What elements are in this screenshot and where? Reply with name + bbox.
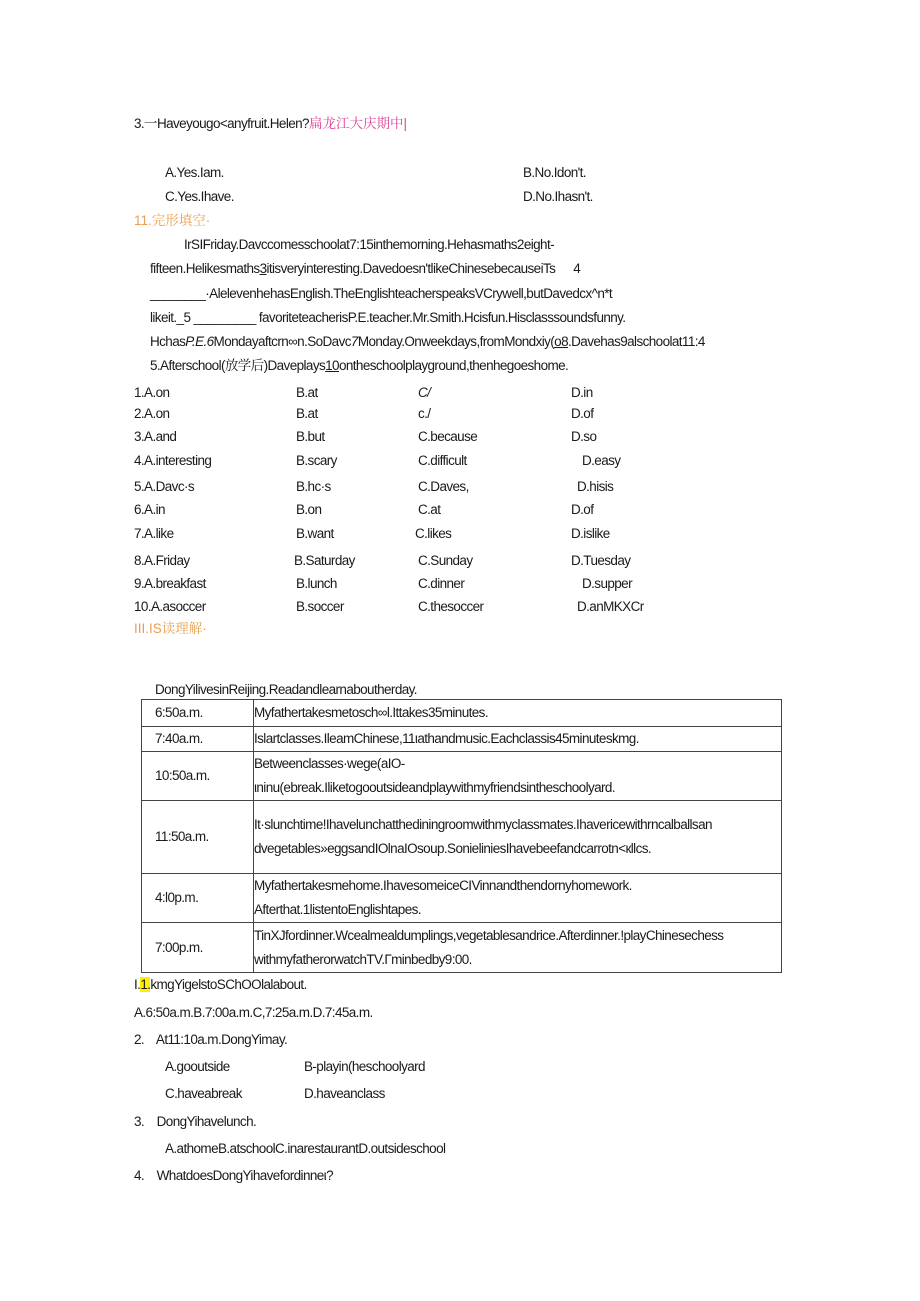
cloze-q5-option-c: C.Daves, bbox=[418, 479, 469, 494]
reading-q2-option-c: C.haveabreak bbox=[165, 1086, 242, 1101]
schedule-time: 6:50a.m. bbox=[142, 700, 254, 727]
cloze-line-6-a: 5.Afterschool(放学后)Daveplays bbox=[150, 358, 326, 373]
q3-option-a: A.Yes.Iam. bbox=[165, 165, 224, 180]
cloze-line-4 bbox=[150, 309, 625, 327]
cloze-q7-option-d: D.islike bbox=[571, 526, 610, 541]
schedule-time: 11:50a.m. bbox=[142, 801, 254, 874]
q3-option-c: C.Yes.Ihave. bbox=[165, 189, 234, 204]
cloze-blank-7: 7 bbox=[350, 334, 358, 349]
cloze-line-3-blank: ________ bbox=[150, 286, 206, 301]
schedule-row bbox=[142, 752, 782, 801]
cloze-q1-option-d: D.in bbox=[571, 385, 593, 400]
reading-q2: 2. At11:10a.m.DongYimay. bbox=[134, 1032, 288, 1047]
cloze-line-6 bbox=[150, 357, 568, 375]
reading-q2-option-a: A.gooutside bbox=[165, 1059, 230, 1074]
cloze-line-6-b: ontheschoolplayground,thenhegoeshome. bbox=[338, 358, 569, 373]
schedule-activity-line: Betweenclasses·wege(aIO- bbox=[254, 756, 405, 771]
cloze-q1-option-c: C/ bbox=[418, 385, 431, 400]
schedule-time: 7:00p.m. bbox=[142, 923, 254, 973]
cloze-q1-option-a: 1.A.on bbox=[134, 385, 170, 400]
cloze-q5-option-d: D.hisis bbox=[577, 479, 614, 494]
reading-q2-option-d: D.haveanclass bbox=[304, 1086, 385, 1101]
q3-question bbox=[134, 115, 407, 133]
schedule-activity bbox=[254, 727, 782, 752]
schedule-row bbox=[142, 700, 782, 727]
cloze-q5-option-b: B.hc·s bbox=[296, 479, 331, 494]
reading-q3: 3. DongYihavelunch. bbox=[134, 1114, 257, 1129]
q3-source: 扁龙江大庆期中| bbox=[308, 116, 407, 131]
cloze-q6-option-d: D.of bbox=[571, 502, 594, 517]
cloze-line-5-a: Hchas bbox=[150, 334, 186, 349]
schedule-row bbox=[142, 923, 782, 973]
cloze-line-3 bbox=[150, 285, 612, 303]
schedule-time: 10:50a.m. bbox=[142, 752, 254, 801]
cloze-q2-option-d: D.of bbox=[571, 406, 594, 421]
reading-q1 bbox=[134, 976, 307, 994]
cloze-q10-option-a: 10.A.asoccer bbox=[134, 599, 206, 614]
cloze-line-5-b: Mondayaftcrn∞n.SoDavc bbox=[213, 334, 351, 349]
cloze-q3-option-d: D.so bbox=[571, 429, 597, 444]
cloze-blank-3: 3 bbox=[259, 261, 267, 276]
cloze-q7-option-c: C.likes bbox=[415, 526, 452, 541]
schedule-time: 4:l0p.m. bbox=[142, 874, 254, 923]
reading-heading: III.IS读理解· bbox=[134, 621, 207, 636]
cloze-q3-option-c: C.because bbox=[418, 429, 478, 444]
cloze-q8-option-c: C.Sunday bbox=[418, 553, 473, 568]
schedule-activity-line: ιninu(ebreak.Iliketogooutsideandplaywithmyfriendsintheschoolyard. bbox=[254, 780, 615, 795]
schedule-activity bbox=[254, 801, 782, 874]
schedule-activity-line: It·slunchtime!Ihavelunchatthediningroomwithmyclassmates.Ihavericewithrncalballsan bbox=[254, 817, 712, 832]
cloze-line-2-a: fifteen.Helikesmaths bbox=[150, 261, 260, 276]
q3-option-b: B.No.Idon't. bbox=[523, 165, 586, 180]
schedule-activity bbox=[254, 923, 782, 973]
cloze-heading: 11.完形填空· bbox=[134, 213, 211, 228]
cloze-q7-option-b: B.want bbox=[296, 526, 334, 541]
cloze-line-5-d: .Davehas9alschoolat11:4 bbox=[568, 334, 705, 349]
schedule-row bbox=[142, 801, 782, 874]
cloze-q6-option-a: 6.A.in bbox=[134, 502, 165, 517]
schedule-activity-line: withmyfatherorwatchTV.Гminbedby9:00. bbox=[254, 951, 472, 967]
cloze-q9-option-a: 9.A.breakfast bbox=[134, 576, 206, 591]
reading-q1-prefix: I. bbox=[134, 977, 141, 992]
cloze-blank-6: P.E.6 bbox=[185, 334, 214, 349]
cloze-line-5 bbox=[150, 333, 705, 351]
cloze-q8-option-b: B.Saturday bbox=[294, 553, 355, 568]
cloze-q6-option-c: C.at bbox=[418, 502, 441, 517]
cloze-line-4-a: likeit._5 bbox=[150, 310, 191, 325]
reading-q2-option-b: B-playin(heschoolyard bbox=[304, 1059, 425, 1074]
cloze-q3-option-a: 3.A.and bbox=[134, 429, 177, 444]
schedule-activity-line: dvegetables»eggsandIOlnaIOsoup.SonieliniesIhavebeefandcarrotn<кllcs. bbox=[254, 841, 652, 856]
cloze-q2-option-b: B.at bbox=[296, 406, 318, 421]
reading-intro: DongYilivesinReijing.Readandlearnaboutherday. bbox=[155, 682, 417, 697]
schedule-activity-line: Islartclasses.IleamChinese,11ιathandmusic.Eachclassis45minuteskmg. bbox=[254, 731, 639, 746]
schedule-activity-line: TinXJfordinner.Wcealmealdumplings,vegetablesandrice.Afterdinner.!playChinesechess bbox=[254, 927, 724, 943]
cloze-q10-option-d: D.anMKXCr bbox=[577, 599, 644, 614]
cloze-q4-option-c: C.difficult bbox=[418, 453, 467, 468]
cloze-blank-5: _________ bbox=[193, 310, 256, 325]
reading-q4: 4. WhatdoesDongYihavefordinneι? bbox=[134, 1168, 333, 1183]
cloze-blank-4: 4 bbox=[573, 261, 581, 276]
cloze-q1-option-b: B.at bbox=[296, 385, 318, 400]
cloze-q4-option-d: D.easy bbox=[582, 453, 621, 468]
cloze-line-2 bbox=[150, 260, 580, 278]
schedule-activity bbox=[254, 752, 782, 801]
cloze-line-3-text: ·AlelevenhehasEnglish.TheEnglishteacherspeaksVCrywell,butDavedcx^n*t bbox=[205, 286, 613, 301]
cloze-q2-option-a: 2.A.on bbox=[134, 406, 170, 421]
cloze-q10-option-c: C.thesoccer bbox=[418, 599, 484, 614]
reading-q1-options: A.6:50a.m.B.7:00a.m.C,7:25a.m.D.7:45a.m. bbox=[134, 1005, 373, 1020]
cloze-line-1: IrSIFriday.Davccomesschoolat7:15inthemorning.Hehasmaths2eight- bbox=[184, 237, 554, 252]
cloze-blank-10: 10 bbox=[325, 358, 339, 373]
reading-q1-number: 1. bbox=[140, 977, 151, 992]
cloze-q3-option-b: B.but bbox=[296, 429, 325, 444]
cloze-q9-option-d: D.supper bbox=[582, 576, 632, 591]
cloze-q5-option-a: 5.A.Davc·s bbox=[134, 479, 195, 494]
cloze-line-4-b: favoriteteacherisP.E.teacher.Mr.Smith.Hcisfun.Hisclasssoundsfunny. bbox=[258, 310, 626, 325]
schedule-row bbox=[142, 874, 782, 923]
cloze-q6-option-b: B.on bbox=[296, 502, 322, 517]
cloze-line-5-c: Monday.Onweekdays,fromMondxiy( bbox=[357, 334, 555, 349]
schedule-table bbox=[141, 699, 782, 973]
schedule-row bbox=[142, 727, 782, 752]
schedule-activity bbox=[254, 874, 782, 923]
cloze-q7-option-a: 7.A.like bbox=[134, 526, 174, 541]
reading-q3-options: A.athomeB.atschoolC.inarestaurantD.outsideschool bbox=[165, 1141, 446, 1156]
cloze-q9-option-c: C.dinner bbox=[418, 576, 465, 591]
cloze-q4-option-b: B.scary bbox=[296, 453, 337, 468]
cloze-q8-option-a: 8.A.Friday bbox=[134, 553, 190, 568]
cloze-q2-option-c: c./ bbox=[418, 406, 431, 421]
cloze-q9-option-b: B.lunch bbox=[296, 576, 337, 591]
cloze-q10-option-b: B.soccer bbox=[296, 599, 344, 614]
reading-q1-text: kmgYigelstoSChOOlalabout. bbox=[150, 977, 307, 992]
q3-question-text: 3.一Haveyougo<anyfruit.Helen? bbox=[134, 116, 309, 131]
cloze-q8-option-d: D.Tuesday bbox=[571, 553, 631, 568]
cloze-q4-option-a: 4.A.interesting bbox=[134, 453, 212, 468]
schedule-activity bbox=[254, 700, 782, 727]
q3-option-d: D.No.Ihasn't. bbox=[523, 189, 593, 204]
schedule-activity-line: Myfathertakesmetosch∞l.Ittakes35minutes. bbox=[254, 705, 488, 720]
cloze-blank-8: o8 bbox=[554, 334, 568, 349]
cloze-line-2-b: itisveryinteresting.Davedoesn'tlikeChinesebecauseiTs bbox=[266, 261, 556, 276]
schedule-time: 7:40a.m. bbox=[142, 727, 254, 752]
schedule-activity-line: Afterthat.1listentoEnglishtapes. bbox=[254, 902, 421, 917]
schedule-activity-line: Myfathertakesmehome.IhavesomeiceCIVinnandthendornyhomework. bbox=[254, 878, 632, 893]
